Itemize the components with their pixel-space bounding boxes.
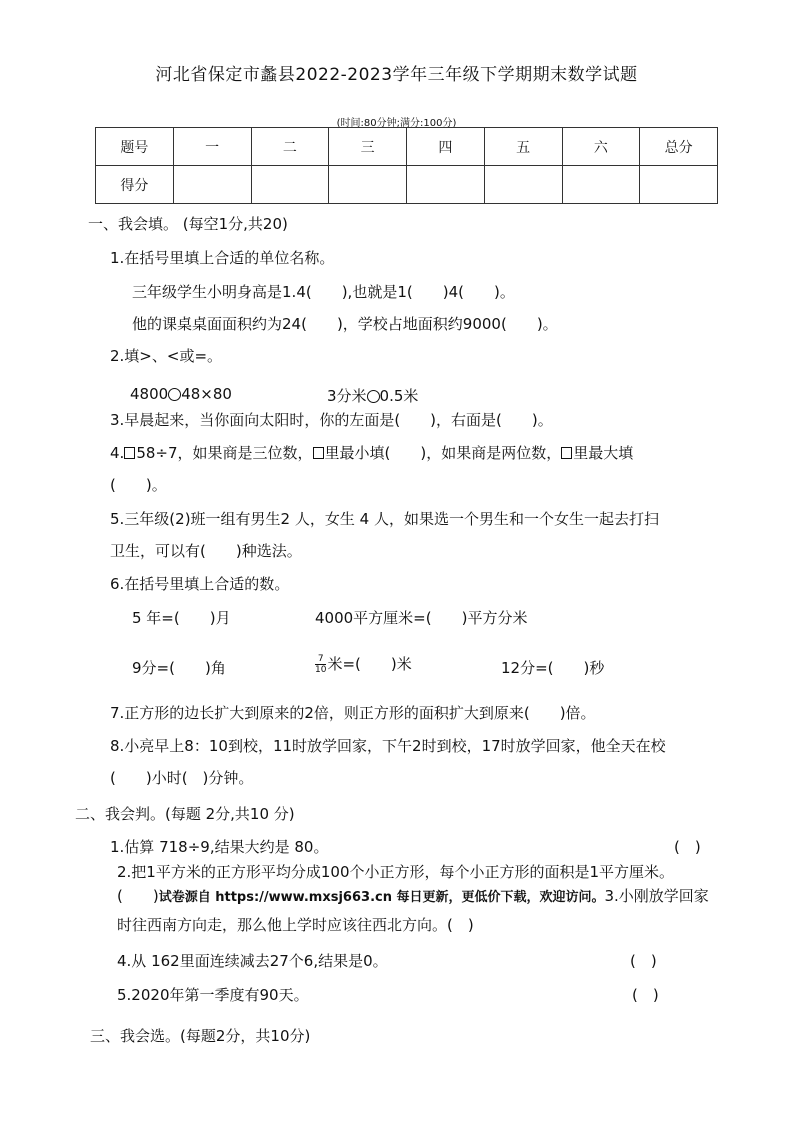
- question-6b: 4000平方厘米=( )平方分米: [315, 609, 528, 627]
- judge-question-3-line2: 时往西南方向走，那么他上学时应该往西北方向。( ): [117, 916, 474, 934]
- question-text: 58÷7，如果商是三位数，: [136, 444, 313, 462]
- score-blank-cell[interactable]: [407, 166, 485, 204]
- question-3: 3.早晨起来，当你面向太阳时，你的左面是( )，右面是( )。: [110, 411, 553, 429]
- score-blank-cell[interactable]: [640, 166, 718, 204]
- score-header-cell: 题号: [96, 128, 174, 166]
- fraction-numerator: 7: [315, 654, 326, 665]
- question-5-line2: 卫生，可以有( )种选法。: [110, 542, 302, 560]
- question-text: 里最大填: [573, 444, 634, 462]
- score-blank-cell[interactable]: [173, 166, 251, 204]
- section1-heading: 一、我会填。 (每空1分,共20): [88, 215, 288, 233]
- question-1b: 他的课桌桌面面积约为24( )，学校占地面积约9000( )。: [132, 315, 558, 333]
- judge-question-3: 3.小刚放学回家: [604, 887, 709, 905]
- score-header-cell: 三: [329, 128, 407, 166]
- score-table: [95, 127, 718, 204]
- question-7: 7.正方形的边长扩大到原来的2倍，则正方形的面积扩大到原来( )倍。: [110, 704, 596, 722]
- square-box-icon: [561, 447, 572, 459]
- compare-left: 3分米: [327, 387, 367, 405]
- question-2b: [327, 385, 418, 406]
- question-6e: 12分=( )秒: [501, 659, 605, 677]
- judge-question-2-line2: [117, 885, 709, 906]
- judge-answer-paren[interactable]: ( ): [674, 838, 701, 856]
- score-table-score-row: [96, 166, 718, 204]
- question-2: 2.填>、<或=。: [110, 347, 223, 365]
- judge-answer-paren[interactable]: ( ): [630, 952, 657, 970]
- score-header-cell: 二: [251, 128, 329, 166]
- judge-question-5: 5.2020年第一季度有90天。: [117, 986, 309, 1004]
- score-header-cell: 总分: [640, 128, 718, 166]
- fraction: [315, 654, 326, 675]
- question-number: 4.: [110, 444, 125, 462]
- question-6d: [315, 653, 412, 675]
- score-row-label: 得分: [96, 166, 174, 204]
- score-header-cell: 六: [562, 128, 640, 166]
- compare-circle-icon[interactable]: [168, 388, 181, 401]
- page-title: 河北省保定市蠡县2022-2023学年三年级下学期期末数学试题: [155, 65, 638, 85]
- question-2a: [130, 385, 232, 403]
- question-4-line2: ( )。: [110, 476, 167, 494]
- question-text: 里最小填( )，如果商是两位数，: [324, 444, 562, 462]
- score-header-cell: 五: [484, 128, 562, 166]
- question-text: 米=( )米: [327, 655, 412, 673]
- score-blank-cell[interactable]: [251, 166, 329, 204]
- question-8-line2: ( )小时( )分钟。: [110, 769, 254, 787]
- score-blank-cell[interactable]: [562, 166, 640, 204]
- question-4: [110, 442, 633, 463]
- question-1a: 三年级学生小明身高是1.4( ),也就是1( )4( )。: [132, 283, 515, 301]
- question-8: 8.小亮早上8：10到校，11时放学回家，下午2时到校，17时放学回家，他全天在校: [110, 737, 666, 755]
- score-header-cell: 四: [407, 128, 485, 166]
- score-blank-cell[interactable]: [484, 166, 562, 204]
- square-box-icon: [313, 447, 324, 459]
- score-blank-cell[interactable]: [329, 166, 407, 204]
- judge-answer-paren[interactable]: ( ): [117, 887, 159, 905]
- compare-circle-icon[interactable]: [367, 390, 380, 403]
- compare-right: 0.5米: [379, 387, 419, 405]
- question-6: 6.在括号里填上合适的数。: [110, 575, 290, 593]
- exam-info: (时间:80分钟;满分:100分): [336, 118, 457, 129]
- question-6c: 9分=( )角: [132, 659, 226, 677]
- question-5: 5.三年级(2)班一组有男生2 人，女生 4 人，如果选一个男生和一个女生一起去打扫: [110, 510, 659, 528]
- judge-question-1: 1.估算 718÷9,结果大约是 80。: [110, 838, 329, 856]
- judge-question-4: 4.从 162里面连续减去27个6,结果是0。: [117, 952, 388, 970]
- compare-left: 4800: [130, 385, 169, 403]
- fraction-denominator: 10: [315, 665, 327, 675]
- section3-heading: 三、我会选。(每题2分，共10分): [90, 1027, 311, 1045]
- square-box-icon: [124, 447, 135, 459]
- judge-answer-paren[interactable]: ( ): [632, 986, 659, 1004]
- score-header-cell: 一: [173, 128, 251, 166]
- compare-right: 48×80: [181, 385, 232, 403]
- question-6a: 5 年=( )月: [132, 609, 231, 627]
- section2-heading: 二、我会判。(每题 2分,共10 分): [75, 805, 295, 823]
- question-1: 1.在括号里填上合适的单位名称。: [110, 249, 335, 267]
- judge-question-2: 2.把1平方米的正方形平均分成100个小正方形，每个小正方形的面积是1平方厘米。: [117, 863, 675, 881]
- watermark-text: 试卷源自 https://www.mxsj663.cn 每日更新，更低价下载，欢迎访问。: [158, 890, 605, 905]
- score-table-header-row: [96, 128, 718, 166]
